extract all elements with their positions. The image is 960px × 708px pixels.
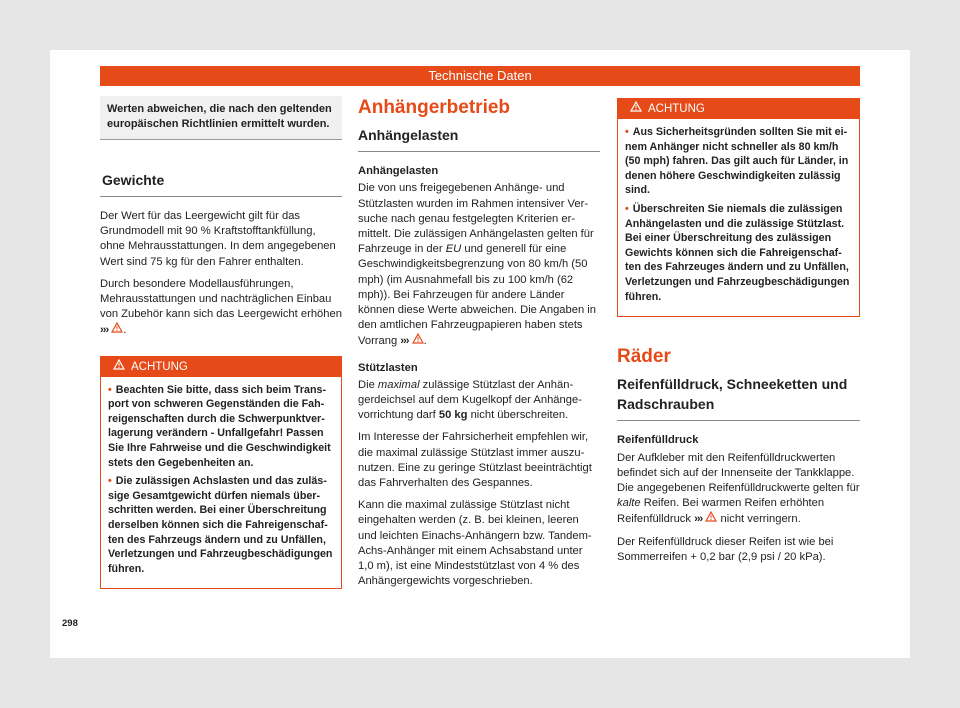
page-number: 298 [62, 618, 78, 629]
warning-item: • Beachten Sie bitte, dass sich beim Transport von schweren Gegenständen die Fahreigenschaften durch die Schwerpunktverlagerung verändern - Unfallgefahr! Passen Sie Ihre Fahrweise und die Geschwindigkeit stets den Gegebenheiten an. [108, 383, 331, 469]
support-load-paragraph-1: Die maximal zulässige Stützlast der Anhängerdeichsel auf dem Kugelkopf der Anhängevorrichtung darf 50 kg nicht überschreiten. [358, 378, 582, 422]
warning-header [101, 357, 341, 377]
warning-box-trailer [617, 98, 860, 317]
warning-item: • Aus Sicherheitsgründen sollten Sie mit einem Anhänger nicht schneller als 80 km/h (50 mph) fahren. Das gilt auch für Länder, in denen höhere Geschwindigkeiten zulässig sind. [625, 126, 849, 197]
tyre-pressure-paragraph-1: Der Aufkleber mit den Reifenfülldruckwerten befindet sich auf der Innenseite der Tankklappe. Die angegebenen Reifenfülldruckwerte gelten für kalte Reifen. Bei warmen Reifen erhöhten Reifenfülldruck ››› nicht verringern. [617, 451, 860, 528]
paragraph-heading: Stützlasten [358, 361, 418, 374]
subsection-title-tyres: Reifenfülldruck, Schneeketten und Radschrauben [617, 374, 860, 421]
weights-paragraph-1: Der Wert für das Leergewicht gilt für das Grundmodell mit 90 % Kraftstofftankfüllung, ohne Mehrausstattungen. In dem angegebenen Wert sind 75 kg für den Fahrer enthalten. [100, 210, 336, 268]
bullet-dot: • [108, 475, 112, 488]
column-middle [358, 97, 600, 596]
warning-triangle-icon [630, 99, 642, 119]
warning-triangle-icon [113, 357, 125, 377]
warning-body [101, 377, 341, 589]
cross-reference-arrow[interactable]: ››› [100, 324, 109, 337]
column-left [100, 96, 342, 589]
intro-box: Werten abweichen, die nach den geltenden europäischen Richtlinien ermittelt wurden. [100, 96, 342, 140]
bullet-dot: • [625, 126, 629, 138]
tyre-pressure-paragraph-2: Der Reifenfülldruck dieser Reifen ist wie bei Sommerreifen + 0,2 bar (2,9 psi / 20 kPa). [617, 535, 834, 563]
subsection-title-trailer-loads: Anhängelasten [358, 125, 600, 152]
warning-body [618, 119, 859, 316]
cross-reference-arrow[interactable]: ››› [400, 335, 409, 348]
warning-item: • Die zulässigen Achslasten und das zulässige Gesamtgewicht dürfen niemals überschritten werden. Bei einer Überschreitung derselben können sich die Fahreigenschaften des Fahrzeugs ändern und zu Unfällen, Verletzungen und Fahrzeugbeschädigungen führen. [108, 475, 333, 575]
warning-header [618, 99, 859, 119]
trailer-loads-paragraph: Die von uns freigegebenen Anhänge- und Stützlasten wurden im Rahmen intensiver Versuche nach genau festgelegten Kriterien ermittelt. Die zulässigen Anhängelasten gelten für Fahrzeuge in der EU und generell für eine Geschwindigkeitsbegrenzung von 80 km/h (50 mph) (im Ausnahmefall bis zu 100 km/h (62 mph)). Bei Fahrzeugen für andere Länder können diese Werte abweichen. Die Angaben in den amtlichen Fahrzeugpapieren haben stets Vorrang ››› . [358, 181, 600, 349]
warning-triangle-icon [705, 511, 717, 527]
column-right [617, 98, 860, 572]
warning-triangle-icon [412, 333, 424, 349]
warning-title: ACHTUNG [131, 360, 188, 373]
section-title-wheels: Räder [617, 346, 671, 368]
paragraph-heading: Anhängelasten [358, 165, 439, 178]
section-title-trailer: Anhängerbetrieb [358, 97, 511, 118]
support-load-paragraph-3: Kann die maximal zulässige Stützlast nicht eingehalten werden (z. B. bei kleinen, leeren und leichten Einachs-Anhängern bzw. Tandem-Achs-Anhänger mit einem Achsabstand unter 1,0 m), ist eine Mindeststützlast von 4 % des Anhängergewichts vorgeschrieben. [358, 499, 592, 588]
warning-box-weights [100, 356, 342, 590]
warning-triangle-icon [111, 322, 123, 338]
weights-paragraph-2: Durch besondere Modellausführungen, Mehrausstattungen und nachträglichen Einbau von Zubehör kann sich das Leergewicht erhöhen ››› . [100, 277, 342, 339]
warning-item: • Überschreiten Sie niemals die zulässigen Anhängelasten und die zulässige Stützlast. Bei einer Überschreitung des zulässigen Gewichts können sich die Fahreigenschaften des Fahrzeuges ändern und zu Unfällen, Verletzungen und Fahrzeugbeschädigungen führen. [625, 202, 850, 303]
weights-heading: Gewichte [100, 170, 342, 197]
support-load-paragraph-2: Im Interesse der Fahrsicherheit empfehlen wir, die maximal zulässige Stützlast immer auszunutzen. Eine zu geringe Stützlast beeinträchtigt das Fahrverhalten des Gespannes. [358, 431, 592, 490]
cross-reference-arrow[interactable]: ››› [694, 513, 703, 526]
bullet-dot: • [625, 202, 629, 215]
page-header: Technische Daten [100, 66, 860, 86]
paragraph-heading: Reifenfülldruck [617, 434, 699, 447]
bullet-dot: • [108, 383, 112, 396]
warning-title: ACHTUNG [648, 103, 705, 115]
